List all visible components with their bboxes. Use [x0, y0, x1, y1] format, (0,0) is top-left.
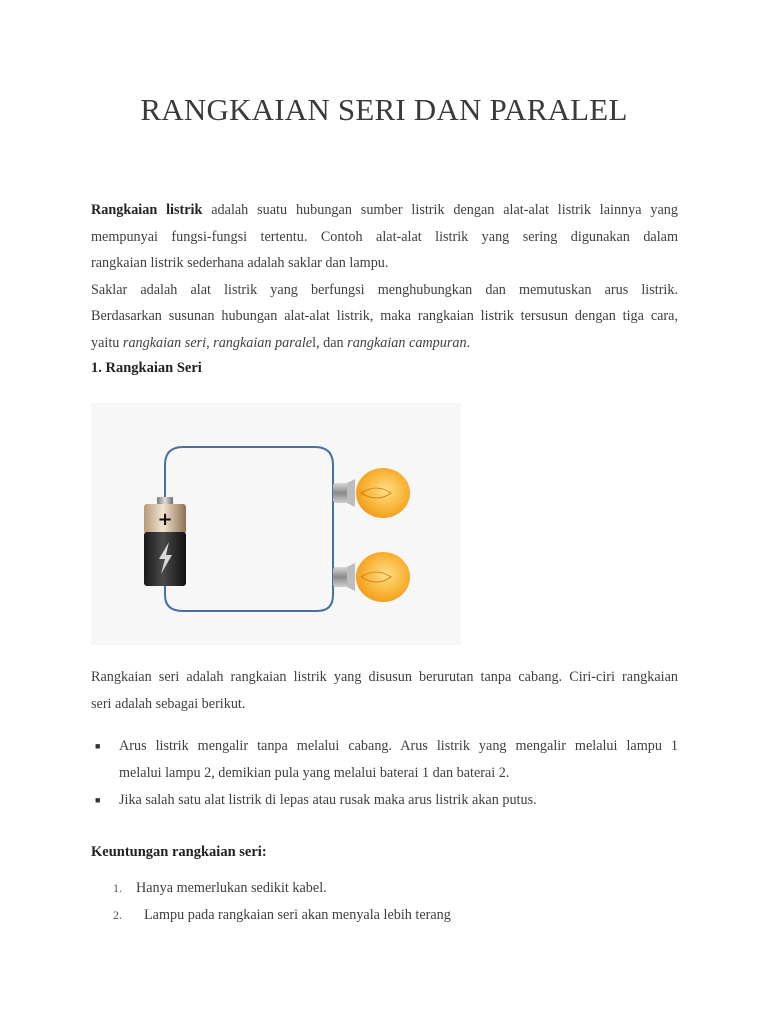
intro-paragraph [91, 197, 678, 356]
intro-line-1-text: adalah suatu hubungan sumber listrik dengan alat-alat listrik lainnya yang [211, 202, 678, 218]
intro-line-2: mempunyai fungsi-fungsi tertentu. Contoh alat-alat listrik yang sering digunakan dalam [91, 228, 678, 245]
series-description [91, 664, 678, 717]
advantage-2-text: Lampu pada rangkaian seri akan menyala lebih terang [144, 907, 451, 923]
battery-plus-sign: + [157, 509, 173, 530]
list-item [113, 880, 327, 897]
bullet-1-line-2: melalui lampu 2, demikian pula yang melalui baterai 1 dan baterai 2. [119, 765, 510, 781]
list-item [91, 733, 678, 787]
list-item [113, 907, 451, 924]
bullet-1-line-1: Arus listrik mengalir tanpa melalui cabang. Arus listrik yang mengalir melalui lampu 1 [119, 738, 678, 754]
advantages-heading: Keuntungan rangkaian seri: [91, 844, 267, 860]
intro-line-5: Berdasarkan susunan hubungan alat-alat listrik, maka rangkaian listrik tersusun dengan tiga cara, [91, 308, 678, 324]
intro-line-6-sep: , [206, 334, 214, 351]
term-seri: rangkaian seri [122, 334, 207, 351]
intro-line-1 [91, 197, 678, 224]
term-paralel: rangkaian parale [213, 334, 313, 351]
intro-line-6-pre: yaitu [91, 334, 123, 351]
square-bullet-icon: ■ [95, 795, 101, 805]
square-bullet-icon: ■ [95, 741, 101, 751]
list-item [91, 787, 678, 814]
battery-icon [144, 497, 186, 586]
series-circuit-figure [91, 403, 461, 645]
intro-term: Rangkaian listrik [91, 202, 203, 218]
advantage-1-text: Hanya memerlukan sedikit kabel. [136, 880, 327, 896]
description-line-2: seri adalah sebagai berikut. [91, 695, 246, 712]
intro-line-6-end: . [466, 334, 471, 351]
intro-line-3: rangkaian listrik sederhana adalah saklar dan lampu. [91, 255, 389, 271]
intro-line-6 [91, 330, 678, 357]
intro-line-6-mid: l, dan [312, 334, 348, 351]
bullet-2-line-1: Jika salah satu alat listrik di lepas atau rusak maka arus listrik akan putus. [119, 792, 537, 808]
series-circuit-illustration [91, 403, 461, 645]
bulb-2-icon [333, 552, 410, 602]
term-campuran: rangkaian campuran [347, 334, 467, 351]
circuit-wire [165, 447, 333, 611]
bulb-1-icon [333, 468, 410, 518]
intro-line-4: Saklar adalah alat listrik yang berfungsi menghubungkan dan memutuskan arus listrik. [91, 281, 678, 298]
description-line-1: Rangkaian seri adalah rangkaian listrik yang disusun berurutan tanpa cabang. Ciri-ciri rangkaian [91, 669, 678, 685]
characteristics-list [91, 733, 678, 814]
section-heading-seri: 1. Rangkaian Seri [91, 360, 202, 376]
document-title: RANGKAIAN SERI DAN PARALEL [140, 92, 628, 127]
list-number: 2. [113, 908, 122, 922]
list-number: 1. [113, 881, 122, 895]
